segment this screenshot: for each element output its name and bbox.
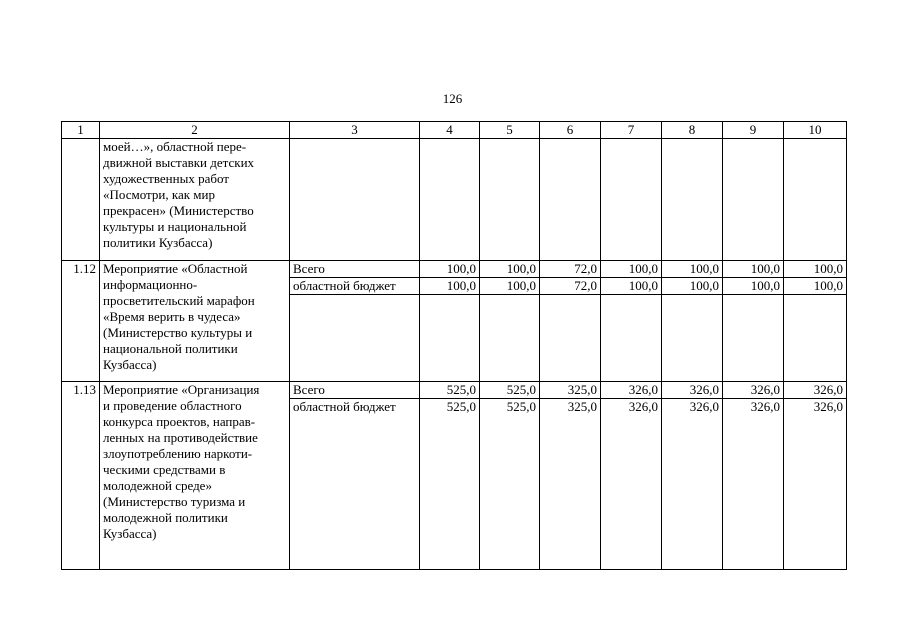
header-cell: 8 bbox=[662, 122, 723, 139]
value-cell: 325,0 bbox=[540, 382, 601, 399]
description-line: (Министерство туризма и bbox=[103, 494, 246, 509]
budget-table bbox=[61, 121, 847, 570]
value-cell: 326,0 bbox=[662, 382, 723, 399]
value-cell: 100,0 bbox=[601, 261, 662, 278]
table-row-1-12-total bbox=[62, 261, 847, 278]
value-cell: 326,0 bbox=[723, 399, 784, 570]
table-row-continuation bbox=[62, 139, 847, 261]
row-index: 1.12 bbox=[62, 261, 100, 382]
value-cell bbox=[784, 139, 847, 261]
page-number: 126 bbox=[442, 91, 463, 106]
value-cell: 325,0 bbox=[540, 399, 601, 570]
table-row-1-13-total bbox=[62, 382, 847, 399]
description-line: молодежной политики bbox=[103, 510, 228, 525]
header-cell: 3 bbox=[290, 122, 420, 139]
header-cell: 5 bbox=[480, 122, 540, 139]
value-cell: 72,0 bbox=[540, 261, 601, 278]
description-line: моей…», областной пере- bbox=[103, 139, 247, 154]
funding-source: Всего bbox=[290, 382, 420, 399]
description-line: «Посмотри, как мир bbox=[103, 187, 215, 202]
value-cell: 100,0 bbox=[480, 261, 540, 278]
activity-description bbox=[100, 139, 290, 261]
description-line: злоупотреблению наркоти- bbox=[103, 446, 253, 461]
value-cell: 100,0 bbox=[723, 278, 784, 295]
description-line: культуры и национальной bbox=[103, 219, 247, 234]
description-line: конкурса проектов, направ- bbox=[103, 414, 256, 429]
header-cell: 10 bbox=[784, 122, 847, 139]
funding-source: областной бюджет bbox=[290, 278, 420, 295]
description-line: движной выставки детских bbox=[103, 155, 255, 170]
value-cell: 100,0 bbox=[601, 278, 662, 295]
description-line: прекрасен» (Министерство bbox=[103, 203, 254, 218]
description-line: просветительский марафон bbox=[103, 293, 255, 308]
value-cell: 100,0 bbox=[784, 261, 847, 278]
value-cell: 326,0 bbox=[601, 399, 662, 570]
value-cell: 100,0 bbox=[420, 278, 480, 295]
value-cell bbox=[601, 139, 662, 261]
description-line: художественных работ bbox=[103, 171, 229, 186]
row-index: 1.13 bbox=[62, 382, 100, 570]
header-cell: 9 bbox=[723, 122, 784, 139]
value-cell bbox=[420, 139, 480, 261]
value-cell bbox=[420, 295, 480, 382]
value-cell: 100,0 bbox=[662, 261, 723, 278]
value-cell: 100,0 bbox=[420, 261, 480, 278]
header-row bbox=[62, 122, 847, 139]
value-cell bbox=[540, 139, 601, 261]
value-cell bbox=[723, 295, 784, 382]
source-cell bbox=[290, 139, 420, 261]
description-line: ленных на противодействие bbox=[103, 430, 258, 445]
header-cell: 2 bbox=[100, 122, 290, 139]
value-cell bbox=[480, 295, 540, 382]
activity-description bbox=[100, 382, 290, 570]
value-cell: 525,0 bbox=[420, 399, 480, 570]
header-cell: 7 bbox=[601, 122, 662, 139]
header-cell: 6 bbox=[540, 122, 601, 139]
value-cell: 100,0 bbox=[480, 278, 540, 295]
description-line: и проведение областного bbox=[103, 398, 242, 413]
description-line: молодежной среде» bbox=[103, 478, 212, 493]
index-cell bbox=[62, 139, 100, 261]
value-cell: 72,0 bbox=[540, 278, 601, 295]
value-cell bbox=[723, 139, 784, 261]
value-cell bbox=[662, 295, 723, 382]
value-cell bbox=[601, 295, 662, 382]
description-line: политики Кузбасса) bbox=[103, 235, 213, 250]
activity-description bbox=[100, 261, 290, 382]
description-line: Мероприятие «Организация bbox=[103, 382, 260, 397]
description-line: (Министерство культуры и bbox=[103, 325, 253, 340]
source-cell bbox=[290, 295, 420, 382]
description-line: Кузбасса) bbox=[103, 357, 157, 372]
value-cell: 525,0 bbox=[480, 382, 540, 399]
value-cell: 525,0 bbox=[480, 399, 540, 570]
funding-source: Всего bbox=[290, 261, 420, 278]
value-cell: 326,0 bbox=[723, 382, 784, 399]
description-line: ческими средствами в bbox=[103, 462, 226, 477]
value-cell: 326,0 bbox=[784, 399, 847, 570]
value-cell: 525,0 bbox=[420, 382, 480, 399]
value-cell: 326,0 bbox=[662, 399, 723, 570]
header-cell: 1 bbox=[62, 122, 100, 139]
value-cell bbox=[540, 295, 601, 382]
value-cell: 100,0 bbox=[662, 278, 723, 295]
value-cell: 326,0 bbox=[784, 382, 847, 399]
description-line: «Время верить в чудеса» bbox=[103, 309, 241, 324]
value-cell bbox=[480, 139, 540, 261]
description-line: информационно- bbox=[103, 277, 198, 292]
description-line: национальной политики bbox=[103, 341, 238, 356]
value-cell: 100,0 bbox=[784, 278, 847, 295]
funding-source: областной бюджет bbox=[290, 399, 420, 570]
description-line: Мероприятие «Областной bbox=[103, 261, 248, 276]
description-line: Кузбасса) bbox=[103, 526, 157, 541]
value-cell bbox=[662, 139, 723, 261]
header-cell: 4 bbox=[420, 122, 480, 139]
value-cell: 100,0 bbox=[723, 261, 784, 278]
value-cell bbox=[784, 295, 847, 382]
value-cell: 326,0 bbox=[601, 382, 662, 399]
